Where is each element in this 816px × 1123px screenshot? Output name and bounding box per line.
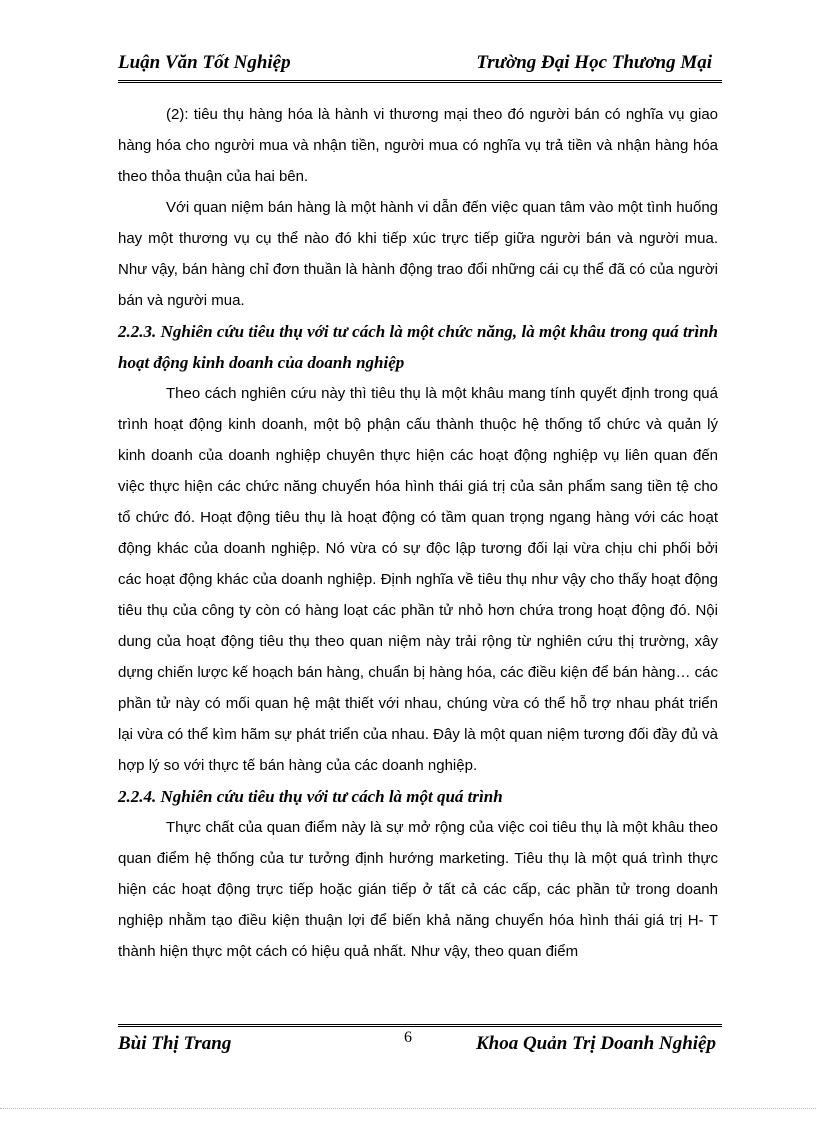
- footer-faculty-name: Khoa Quản Trị Doanh Nghiệp: [475, 1033, 716, 1054]
- page-number: 6: [404, 1029, 412, 1046]
- paragraph-definition-2: (2): tiêu thụ hàng hóa là hành vi thương mại theo đó người bán có nghĩa vụ giao hàng hóa cho người mua và nhận tiền, người mua có nghĩa vụ trả tiền và nhận hàng hóa theo thỏa thuận của hai bên.: [118, 106, 718, 185]
- paragraph-sales-concept: Với quan niệm bán hàng là một hành vi dẫn đến việc quan tâm vào một tình huống hay một thương vụ cụ thể nào đó khi tiếp xúc trực tiếp giữa người bán và người mua. Như vậy, bán hàng chỉ đơn thuần là hành động trao đổi những cái cụ thể đã có của người bán và người mua.: [118, 199, 718, 309]
- header-thesis-title: Luận Văn Tốt Nghiệp: [118, 52, 291, 73]
- page-footer: [118, 1024, 722, 1063]
- paragraph-function-approach: Theo cách nghiên cứu này thì tiêu thụ là một khâu mang tính quyết định trong quá trình hoạt động kinh doanh, một bộ phận cấu thành thuộc hệ thống tổ chức và quản lý kinh doanh của doanh nghiệp chuyên thực hiện các hoạt động nghiệp vụ liên quan đến việc thực hiện các chức năng chuyển hóa hình thái giá trị của sản phẩm sang tiền tệ cho tổ chức đó. Hoạt động tiêu thụ là hoạt động có tầm quan trọng ngang hàng với các hoạt động khác của doanh nghiệp. Nó vừa có sự độc lập tương đối lại vừa chịu chi phối bởi các hoạt động khác của doanh nghiệp. Định nghĩa về tiêu thụ như vậy cho thấy hoạt động tiêu thụ của công ty còn có hàng loạt các phần tử nhỏ hơn chứa trong hoạt động đó. Nội dung của hoạt động tiêu thụ theo quan niệm này trải rộng từ nghiên cứu thị trường, xây dựng chiến lược kế hoạch bán hàng, chuẩn bị hàng hóa, các điều kiện để bán hàng… các phần tử này có mối quan hệ mật thiết với nhau, chúng vừa có thể hỗ trợ nhau phát triển lại vừa có thể kìm hãm sự phát triển của nhau. Đây là một quan niệm tương đối đầy đủ và hợp lý so với thực tế bán hàng của các doanh nghiệp.: [118, 385, 718, 774]
- section-heading-2-2-4: 2.2.4. Nghiên cứu tiêu thụ với tư cách là một quá trình: [118, 787, 503, 806]
- paragraph-process-approach: Thực chất của quan điểm này là sự mở rộng của việc coi tiêu thụ là một khâu theo quan điểm hệ thống của tư tưởng định hướng marketing. Tiêu thụ là một quá trình thực hiện các hoạt động trực tiếp hoặc gián tiếp ở tất cả các cấp, các phần tử trong doanh nghiệp nhằm tạo điều kiện thuận lợi để biến khả năng chuyển hóa hình thái giá trị H- T thành hiện thực một cách có hiệu quả nhất. Như vậy, theo quan điểm: [118, 819, 718, 960]
- section-heading-2-2-3: 2.2.3. Nghiên cứu tiêu thụ với tư cách là một chức năng, là một khâu trong quá trình hoạt động kinh doanh của doanh nghiệp: [118, 322, 718, 372]
- page-bottom-divider: [0, 1108, 816, 1109]
- header-university-name: Trường Đại Học Thương Mại: [476, 52, 712, 73]
- footer-author-name: Bùi Thị Trang: [118, 1033, 232, 1054]
- body-content: [118, 99, 718, 967]
- page-header: [118, 50, 722, 83]
